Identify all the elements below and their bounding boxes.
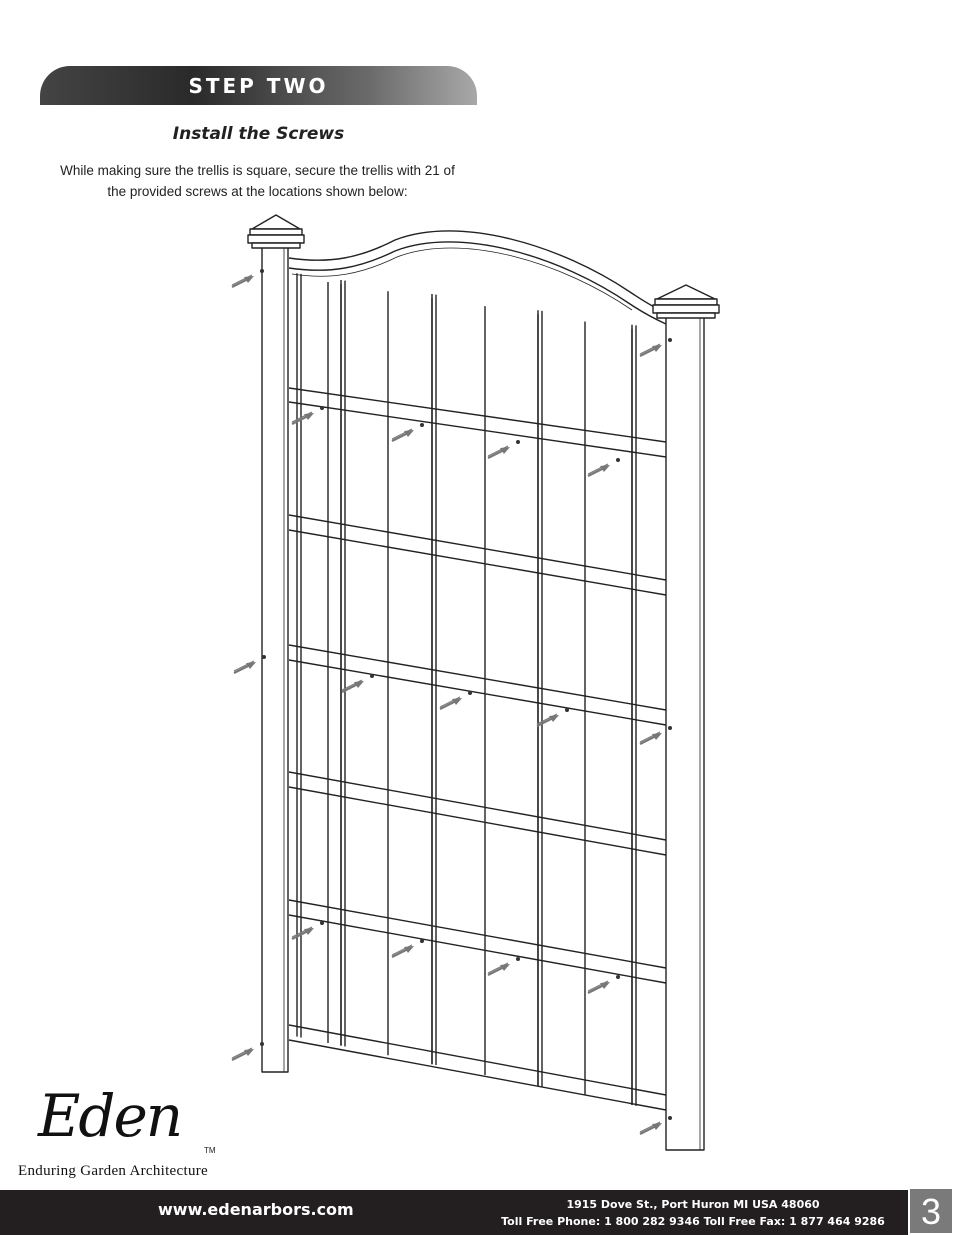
right-post-cap-pyramid (657, 285, 715, 299)
right-post-cap-base (653, 305, 719, 313)
left-post-cap-pyramid (252, 215, 300, 229)
section-subtitle: Install the Screws (172, 124, 345, 144)
right-post (666, 312, 704, 1150)
screw-hole (468, 691, 472, 695)
screw-hole (565, 708, 569, 712)
left-post-cap-base (250, 229, 302, 235)
screw-hole (668, 338, 672, 342)
contact-info (480, 1196, 906, 1230)
screw-hole (260, 1042, 264, 1046)
eden-logo (18, 1082, 238, 1182)
screw-hole (370, 674, 374, 678)
screw-hole (668, 726, 672, 730)
logo-tagline: Enduring Garden Architecture (18, 1163, 208, 1179)
right-post-cap-base (657, 313, 715, 318)
screw-hole (616, 458, 620, 462)
screw-hole (420, 939, 424, 943)
screw-hole (320, 406, 324, 410)
phone-fax-line: Toll Free Phone: 1 800 282 9346 Toll Free Fax: 1 877 464 9286 (501, 1215, 885, 1228)
screw-hole (516, 440, 520, 444)
left-post-cap-base (248, 235, 304, 243)
screw-hole (616, 975, 620, 979)
right-post-cap-base (655, 299, 717, 305)
website-link[interactable]: www.edenarbors.com (158, 1200, 354, 1219)
logo-trademark: TM (204, 1146, 216, 1155)
screw-hole (668, 1116, 672, 1120)
step-banner (40, 66, 477, 105)
screw-hole (260, 269, 264, 273)
address-line: 1915 Dove St., Port Huron MI USA 48060 (566, 1198, 820, 1211)
left-post-cap-base (252, 243, 300, 248)
page-number: 3 (910, 1189, 952, 1233)
footer-bar (0, 1190, 908, 1235)
screw-hole (320, 921, 324, 925)
screw-hole (262, 655, 266, 659)
instructions-line-2: the provided screws at the locations shown below: (107, 184, 408, 199)
trellis-diagram (0, 200, 954, 1160)
step-title: STEP TWO (188, 74, 329, 98)
logo-wordmark: Eden (38, 1082, 182, 1150)
screw-hole (420, 423, 424, 427)
trellis-drawing (248, 215, 719, 1150)
instructions-line-1: While making sure the trellis is square, secure the trellis with 21 of (60, 163, 455, 178)
screw-hole (516, 957, 520, 961)
instructions (50, 160, 465, 202)
